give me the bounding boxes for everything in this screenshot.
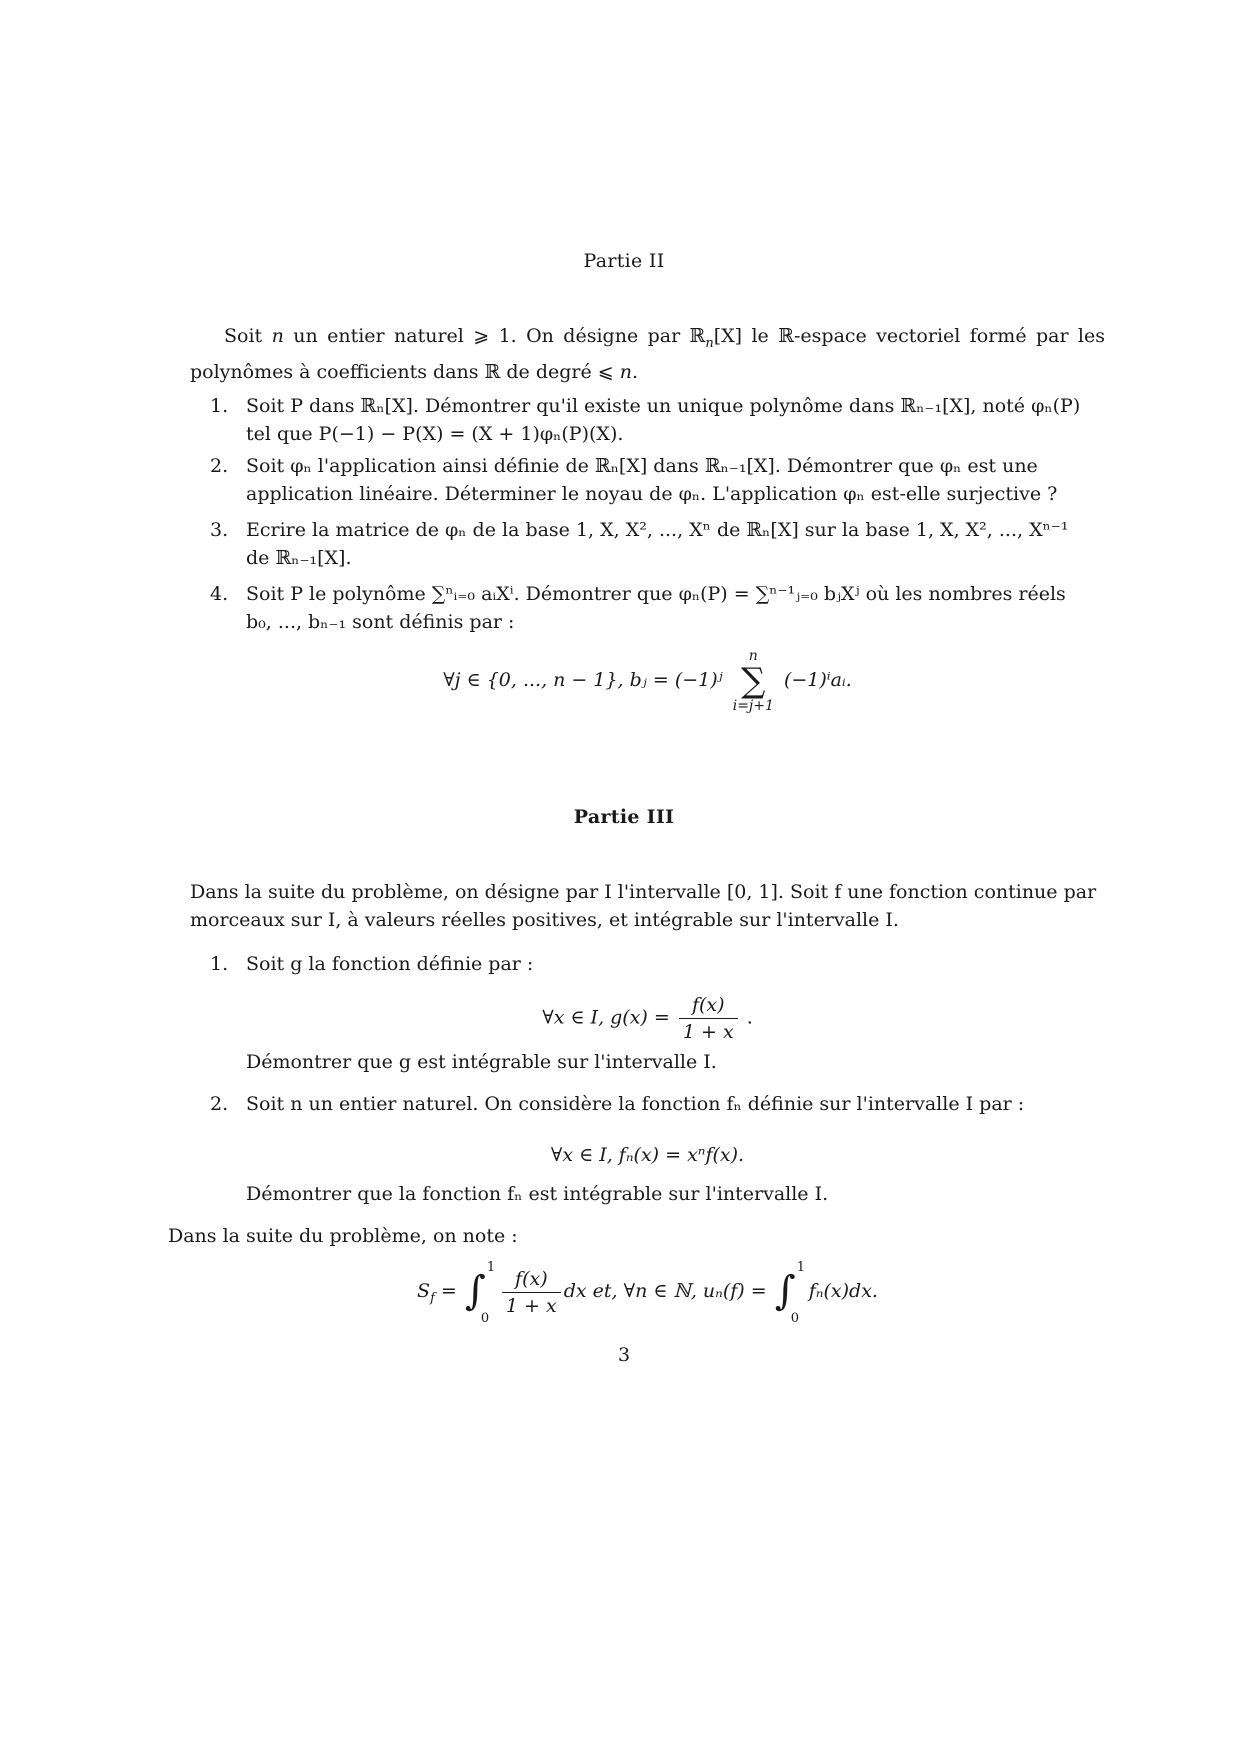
part-3-item-1 bbox=[210, 950, 1105, 978]
part-3-item-2 bbox=[210, 1090, 1105, 1118]
g-definition-formula bbox=[190, 994, 1105, 1043]
fraction-numerator: f(x) bbox=[502, 1268, 561, 1293]
item-number: 4. bbox=[210, 583, 229, 605]
item-line: Soit P le polynôme ∑ⁿᵢ₌₀ aᵢXⁱ. Démontrer que φₙ(P) = ∑ⁿ⁻¹ⱼ₌₀ bⱼXʲ où les nombres réels bbox=[246, 583, 1066, 605]
fraction-numerator: f(x) bbox=[679, 994, 738, 1019]
formula-right: (−1)ⁱaᵢ. bbox=[783, 669, 852, 691]
integral-lower-bound: 0 bbox=[790, 1311, 799, 1326]
item-line: b₀, ..., bₙ₋₁ sont définis par : bbox=[246, 611, 515, 633]
fn-definition-formula bbox=[190, 1144, 1105, 1166]
item-line: Démontrer que la fonction fₙ est intégrable sur l'intervalle I. bbox=[246, 1183, 829, 1205]
part-3-note: Dans la suite du problème, on note : bbox=[168, 1225, 518, 1247]
item-line: Soit n un entier naturel. On considère la fonction fₙ définie sur l'intervalle I par : bbox=[246, 1093, 1025, 1115]
fraction bbox=[502, 1268, 561, 1317]
item-line: tel que P(−1) − P(X) = (X + 1)φₙ(P)(X). bbox=[246, 423, 624, 445]
formula-middle: et, ∀n ∈ ℕ, uₙ(f) = bbox=[592, 1280, 773, 1302]
item-number: 1. bbox=[210, 953, 229, 975]
formula-end: . bbox=[746, 1006, 753, 1029]
part-3-intro-line-1: Dans la suite du problème, on désigne par I l'intervalle [0, 1]. Soit f une fonction continue par bbox=[190, 881, 1097, 903]
fraction-denominator: 1 + x bbox=[682, 1021, 734, 1043]
part-2-title: Partie II bbox=[583, 250, 665, 272]
item-line: Soit g la fonction définie par : bbox=[246, 953, 534, 975]
page-number: 3 bbox=[617, 1344, 631, 1366]
part-2-intro-a: Soit bbox=[224, 325, 272, 347]
item-line: application linéaire. Déterminer le noyau de φₙ. L'application φₙ est-elle surjective ? bbox=[246, 483, 1058, 505]
integral-symbol: ∫ bbox=[774, 1268, 796, 1314]
part-2-intro-b: un entier naturel ⩾ 1. On désigne par ℝ bbox=[283, 325, 706, 347]
item-line: de ℝₙ₋₁[X]. bbox=[246, 547, 352, 569]
sum-upper-bound: n bbox=[748, 648, 758, 664]
part-3-item-2-followup bbox=[210, 1180, 1105, 1208]
item-number: 2. bbox=[210, 1093, 229, 1115]
integral-sign bbox=[463, 1260, 496, 1326]
fraction-denominator: 1 + x bbox=[505, 1294, 557, 1317]
item-line: Soit φₙ l'application ainsi définie de ℝₙ[X] dans ℝₙ₋₁[X]. Démontrer que φₙ est une bbox=[246, 455, 1038, 477]
part-3-title: Partie III bbox=[573, 806, 675, 828]
formula-end: fₙ(x)dx. bbox=[808, 1280, 878, 1302]
integral-upper-bound: 1 bbox=[796, 1260, 805, 1275]
item-number: 3. bbox=[210, 519, 229, 541]
equals-sign: = bbox=[434, 1280, 463, 1302]
sum-lower-bound: i=j+1 bbox=[732, 698, 774, 714]
part-3-item-1-followup bbox=[210, 1048, 1105, 1076]
item-line: Soit P dans ℝₙ[X]. Démontrer qu'il existe un unique polynôme dans ℝₙ₋₁[X], noté φₙ(P) bbox=[246, 395, 1081, 417]
part-2-intro-sub: n bbox=[705, 335, 714, 351]
s-label: S bbox=[417, 1280, 431, 1302]
part-2-intro-d: n. bbox=[619, 360, 638, 383]
integral-sign bbox=[773, 1260, 805, 1326]
formula-left: ∀x ∈ I, g(x) = bbox=[542, 1006, 676, 1029]
part-2-item-2 bbox=[210, 452, 1105, 508]
sf-un-formula bbox=[190, 1260, 1105, 1326]
integral-lower-bound: 0 bbox=[480, 1311, 490, 1326]
part-3-intro-line-2: morceaux sur I, à valeurs réelles positives, et intégrable sur l'intervalle I. bbox=[190, 909, 899, 931]
part-2-item-3 bbox=[210, 516, 1105, 572]
part-2-item-4 bbox=[210, 580, 1105, 636]
item-number: 1. bbox=[210, 395, 229, 417]
part-2-bj-formula bbox=[190, 648, 1105, 714]
dx-label: dx bbox=[563, 1280, 587, 1302]
s-subscript: f bbox=[430, 1290, 435, 1306]
part-2-item-1 bbox=[210, 392, 1105, 448]
item-line: Ecrire la matrice de φₙ de la base 1, X, X², ..., Xⁿ de ℝₙ[X] sur la base 1, X, X², ..., Xⁿ⁻¹ bbox=[246, 519, 1069, 541]
formula-text: ∀x ∈ I, fₙ(x) = xⁿf(x). bbox=[550, 1144, 745, 1166]
part-2-intro bbox=[190, 322, 1105, 386]
integral-upper-bound: 1 bbox=[486, 1260, 496, 1275]
part-2-intro-c: [X] le ℝ-espace vectoriel formé par les polynômes à coefficients dans ℝ de degré ⩽ bbox=[190, 325, 1106, 383]
part-3-intro bbox=[190, 878, 1105, 934]
sum-operator bbox=[733, 648, 774, 714]
item-number: 2. bbox=[210, 455, 229, 477]
part-2-intro-n: n bbox=[271, 325, 284, 347]
integral-symbol: ∫ bbox=[464, 1268, 486, 1314]
formula-left: ∀j ∈ {0, ..., n − 1}, bⱼ = (−1)ʲ bbox=[443, 669, 723, 691]
sigma-symbol: ∑ bbox=[741, 661, 766, 701]
item-line: Démontrer que g est intégrable sur l'intervalle I. bbox=[246, 1051, 717, 1073]
fraction bbox=[679, 994, 738, 1043]
